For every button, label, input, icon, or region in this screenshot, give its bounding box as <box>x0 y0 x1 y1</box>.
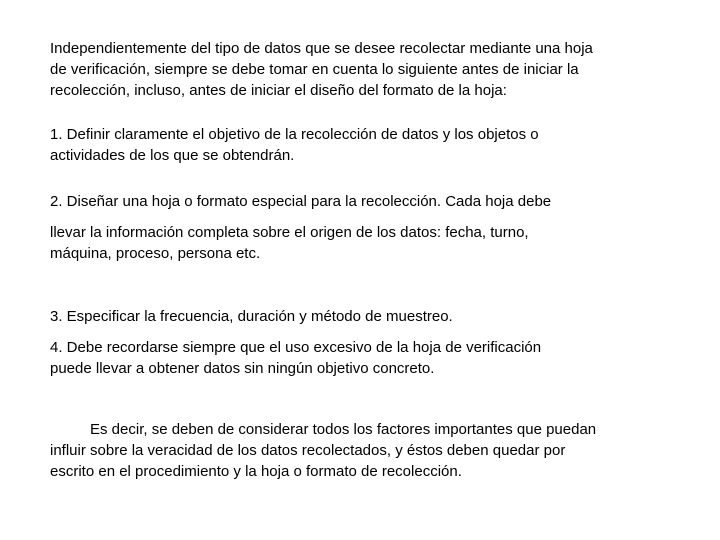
list-item-line: puede llevar a obtener datos sin ningún objetivo concreto. <box>50 360 435 377</box>
list-item-line: llevar la información completa sobre el origen de los datos: fecha, turno, <box>50 224 529 241</box>
list-item-line: 4. Debe recordarse siempre que el uso excesivo de la hoja de verificación <box>50 339 542 356</box>
intro-line: Independientemente del tipo de datos que se desee recolectar mediante una hoja <box>50 40 593 57</box>
list-item-1 <box>50 124 690 166</box>
closing-line: Es decir, se deben de considerar todos los factores importantes que puedan <box>90 421 597 438</box>
list-item-2-heading <box>50 191 690 212</box>
list-item-2-detail <box>50 222 690 264</box>
closing-line: influir sobre la veracidad de los datos recolectados, y éstos deben quedar por <box>50 442 566 459</box>
list-item-line: 1. Definir claramente el objetivo de la recolección de datos y los objetos o <box>50 126 539 143</box>
list-item-line: 2. Diseñar una hoja o formato especial para la recolección. Cada hoja debe <box>50 193 552 210</box>
list-item-4 <box>50 337 690 379</box>
intro-line: de verificación, siempre se debe tomar en cuenta lo siguiente antes de iniciar la <box>50 61 579 78</box>
list-item-3 <box>50 306 690 327</box>
list-item-line: máquina, proceso, persona etc. <box>50 245 261 262</box>
list-item-line: 3. Especificar la frecuencia, duración y método de muestreo. <box>50 308 453 325</box>
closing-line: escrito en el procedimiento y la hoja o formato de recolección. <box>50 463 462 480</box>
intro-paragraph <box>50 38 690 101</box>
intro-line: recolección, incluso, antes de iniciar el diseño del formato de la hoja: <box>50 82 507 99</box>
closing-paragraph <box>50 419 690 482</box>
list-item-line: actividades de los que se obtendrán. <box>50 147 295 164</box>
